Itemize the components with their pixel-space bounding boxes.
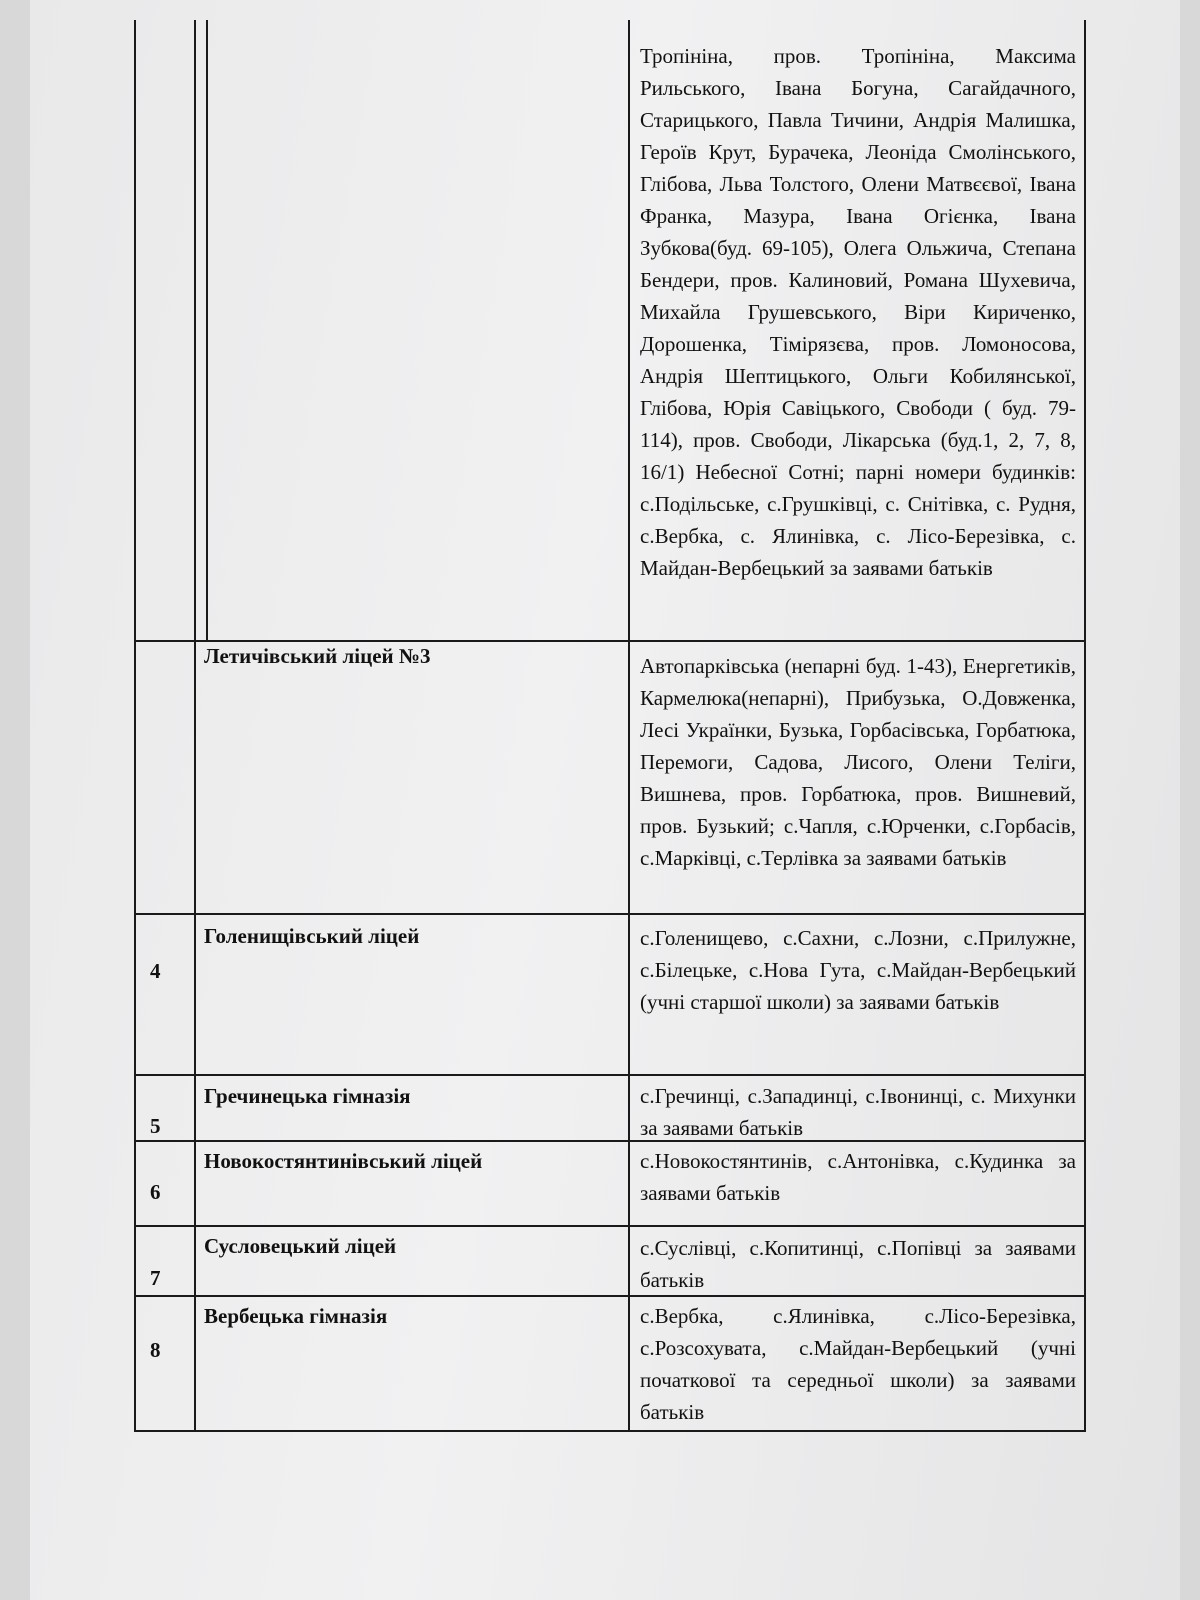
row-4-number: 5 [150, 1114, 161, 1138]
row-3-addresses: с.Голенищево, с.Сахни, с.Лозни, с.Прилужне, с.Білецьке, с.Нова Гута, с.Майдан-Вербецький (учні старшої школи) за заявами батьків [640, 926, 1076, 1014]
row-6-addresses: с.Суслівці, с.Копитинці, с.Попівці за заявами батьків [640, 1236, 1076, 1292]
row-5-school-name: Новокостянтинівський ліцей [204, 1149, 483, 1173]
row-1-addresses: Тропініна, пров. Тропініна, Максима Рильського, Івана Богуна, Сагайдачного, Старицького, Павла Тичини, Андрія Малишка, Героїв Крут, Бурачека, Леоніда Смолінського, Глібова, Льва Толстого, Олени Матвєєвої, Івана Франка, Мазура, Івана Огієнка, Івана Зубкова(буд. 69-105), Олега Ольжича, Степана Бендери, пров. Калиновий, Романа Шухевича, Михайла Грушевського, Віри Кириченко, Дорошенка, Тімірязєва, пров. Ломоносова, Андрія Шептицького, Ольги Кобилянської, Глібова, Юрія Савіцького, Свободи ( буд. 79-114), пров. Свободи, Лікарська (буд.1, 2, 7, 8, 16/1) Небесної Сотні; парні номери будинків: с.Подільське, с.Грушківці, с. Снітівка, с. Рудня, с.Вербка, с. Ялинівка, с. Лісо-Березівка, с. Майдан-Вербецький за заявами батьків [640, 44, 1076, 580]
row-3-number: 4 [150, 959, 161, 983]
row-7-addresses: с.Вербка, с.Ялинівка, с.Лісо-Березівка, с.Розсохувата, с.Майдан-Вербецький (учні початкової та середньої школи) за заявами батьків [640, 1304, 1076, 1424]
row-7-number: 8 [150, 1338, 161, 1362]
row-7-school-name: Вербецька гімназія [204, 1304, 388, 1328]
row-5-addresses: с.Новокостянтинів, с.Антонівка, с.Кудинка за заявами батьків [640, 1149, 1076, 1205]
row-6-number: 7 [150, 1266, 161, 1290]
row-6-school-name: Сусловецький ліцей [204, 1234, 397, 1258]
row-5-number: 6 [150, 1180, 161, 1204]
row-3-school-name: Голенищівський ліцей [204, 924, 420, 948]
row-2-addresses: Автопарківська (непарні буд. 1-43), Енергетиків, Кармелюка(непарні), Прибузька, О.Довженка, Лесі Українки, Бузька, Горбасівська, Горбатюка, Перемоги, Садова, Лисого, Олени Теліги, Вишнева, пров. Горбатюка, пров. Вишневий, пров. Бузький; с.Чапля, с.Юрченки, с.Горбасів, с.Марківці, с.Терлівка за заявами батьків [640, 654, 1076, 870]
row-4-school-name: Гречинецька гімназія [204, 1084, 411, 1108]
row-2-school-name: Летичівський ліцей №3 [204, 644, 431, 668]
row-4-addresses: с.Гречинці, с.Западинці, с.Івонинці, с. Михунки за заявами батьків [640, 1084, 1076, 1140]
